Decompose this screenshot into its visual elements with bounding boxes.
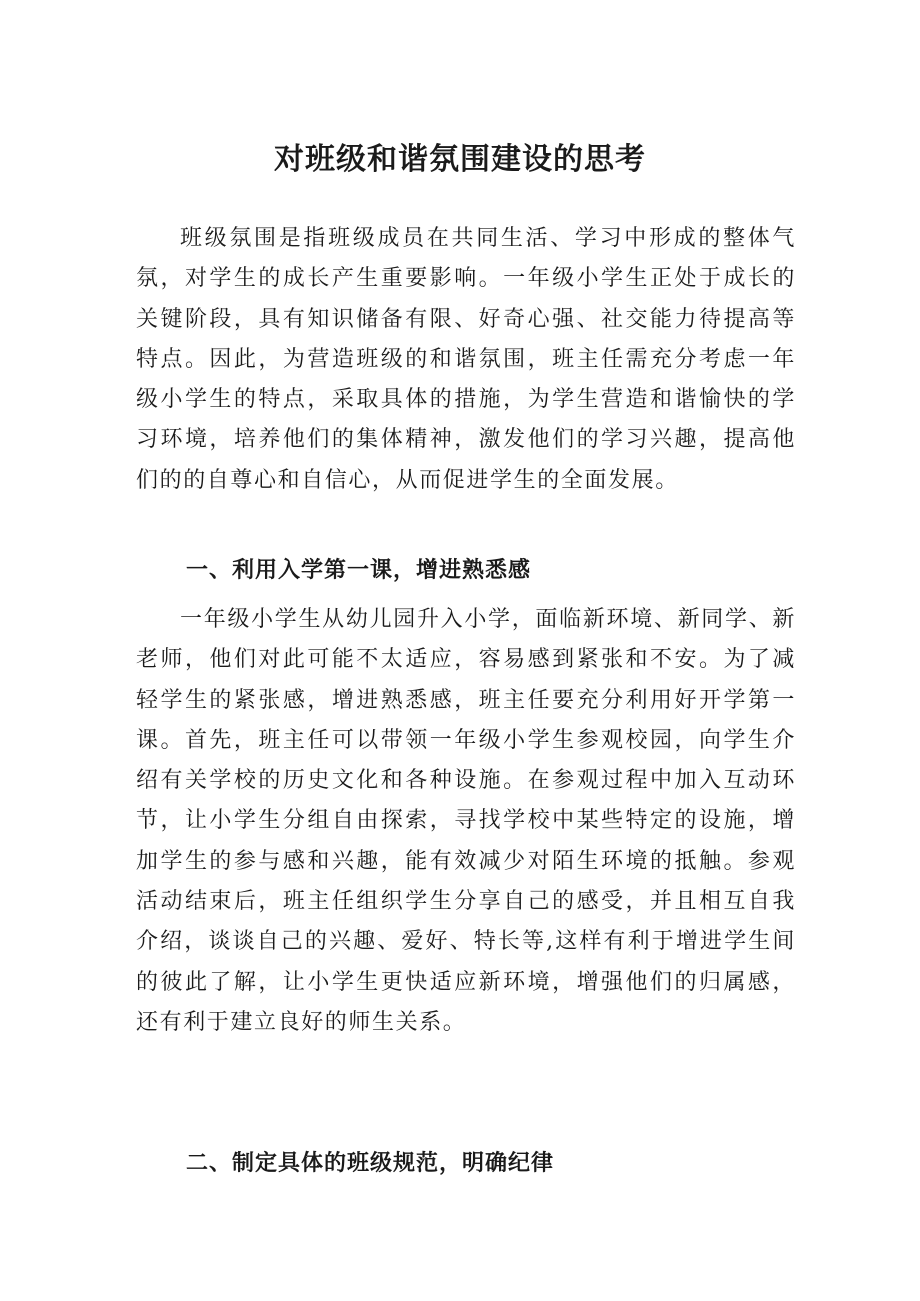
section-heading-2: 二、制定具体的班级规范，明确纪律 xyxy=(186,1151,555,1176)
section-heading-1: 一、利用入学第一课，增进熟悉感 xyxy=(186,558,532,583)
intro-paragraph: 班级氛围是指班级成员在共同生活、学习中形成的整体气氛，对学生的成长产生重要影响。一年级小学生正处于成长的关键阶段，具有知识储备有限、好奇心强、社交能力待提高等特点。因此，为营造班级的和谐氛围，班主任需充分考虑一年级小学生的特点，采取具体的措施，为学生营造和谐愉快的学习环境，培养他们的集体精神，激发他们的学习兴趣，提高他们的的自尊心和自信心，从而促进学生的全面发展。 xyxy=(136,226,796,493)
section-1-paragraph: 一年级小学生从幼儿园升入小学，面临新环境、新同学、新老师，他们对此可能不太适应，容易感到紧张和不安。为了减轻学生的紧张感，增进熟悉感，班主任要充分利用好开学第一课。首先，班主任可以带领一年级小学生参观校园，向学生介绍有关学校的历史文化和各种设施。在参观过程中加入互动环节，让小学生分组自由探索，寻找学校中某些特定的设施，增加学生的参与感和兴趣，能有效减少对陌生环境的抵触。参观活动结束后，班主任组织学生分享自己的感受，并且相互自我介绍，谈谈自己的兴趣、爱好、特长等,这样有利于增进学生间的彼此了解，让小学生更快适应新环境，增强他们的归属感，还有利于建立良好的师生关系。 xyxy=(136,607,796,1035)
document-title: 对班级和谐氛围建设的思考 xyxy=(274,142,646,177)
